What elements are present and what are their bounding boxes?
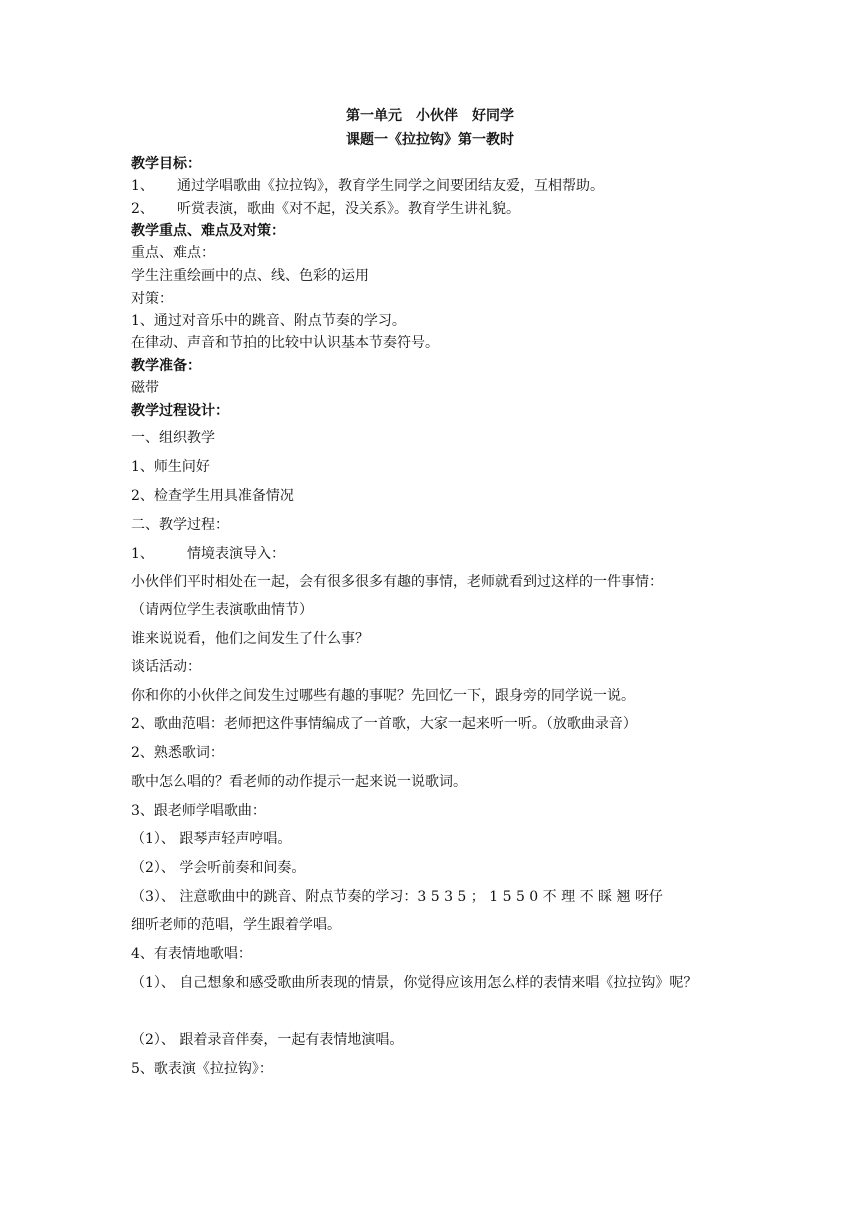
prep-heading: 教学准备： — [131, 358, 201, 374]
process-step1 — [131, 545, 285, 563]
goal-item-text: 听赏表演，歌曲《对不起，没关系》。教育学生讲礼貌。 — [177, 201, 520, 217]
learn-step-1: （1）、 跟琴声轻声哼唱。 — [131, 831, 292, 847]
strategy-label: 对策： — [131, 291, 173, 307]
talk-label: 谈话活动： — [131, 659, 201, 675]
prep-content: 磁带 — [131, 380, 159, 396]
express-step-2: （2）、 跟着录音伴奏，一起有表情地演唱。 — [131, 1032, 404, 1048]
step-number: 1、 — [131, 546, 154, 562]
process-performance: （请两位学生表演歌曲情节） — [131, 602, 313, 618]
process-teach: 二、教学过程： — [131, 517, 229, 533]
lyrics-content: 歌中怎么唱的？看老师的动作提示一起来说一说歌词。 — [131, 774, 467, 790]
process-heading: 教学过程设计： — [131, 403, 229, 419]
process-greet: 1、师生问好 — [131, 459, 210, 475]
learn-label: 3、跟老师学唱歌曲： — [131, 803, 266, 819]
goal-item-number: 1、 — [131, 178, 154, 194]
express-label: 4、有表情地歌唱： — [131, 946, 252, 962]
step-text: 情境表演导入： — [187, 546, 285, 562]
keypoints-content: 学生注重绘画中的点、线、色彩的运用 — [131, 268, 369, 284]
page-title: 第一单元 小伙伴 好同学 — [346, 108, 514, 124]
lesson-subtitle: 课题一《拉拉钩》第一教时 — [346, 132, 514, 148]
keypoints-heading: 教学重点、难点及对策： — [131, 223, 285, 239]
lyrics-label: 2、熟悉歌词： — [131, 745, 224, 761]
process-check: 2、检查学生用具准备情况 — [131, 488, 294, 504]
strategy-item-2: 在律动、声音和节拍的比较中认识基本节奏符号。 — [131, 335, 439, 351]
goal-item-text: 通过学唱歌曲《拉拉钩》，教育学生同学之间要团结友爱，互相帮助。 — [177, 178, 604, 194]
learn-step-3-continued: 细听老师的范唱，学生跟着学唱。 — [131, 917, 341, 933]
song-demo: 2、歌曲范唱：老师把这件事情编成了一首歌，大家一起来听一听。（放歌曲录音） — [131, 716, 637, 732]
process-intro: 小伙伴们平时相处在一起，会有很多很多有趣的事情，老师就看到过这样的一件事情： — [131, 574, 663, 590]
process-organize: 一、组织教学 — [131, 430, 215, 446]
goal-item-1 — [131, 177, 604, 195]
goal-item-2 — [131, 200, 520, 218]
goal-item-number: 2、 — [131, 201, 154, 217]
express-step-1: （1）、 自己想象和感受歌曲所表现的情景，你觉得应该用怎么样的表情来唱《拉拉钩》呢？ — [131, 975, 698, 991]
learn-step-3: （3）、 注意歌曲中的跳音、附点节奏的学习：3 5 3 5 ； 1 5 5 0 不 理 不 睬 翘 呀仔 — [131, 889, 663, 905]
keypoints-label: 重点、难点： — [131, 245, 215, 261]
talk-content: 你和你的小伙伴之间发生过哪些有趣的事呢？先回忆一下，跟身旁的同学说一说。 — [131, 688, 635, 704]
learn-step-2: （2）、 学会听前奏和间奏。 — [131, 860, 306, 876]
process-question: 谁来说说看，他们之间发生了什么事？ — [131, 631, 369, 647]
strategy-item-1: 1、通过对音乐中的跳音、附点节奏的学习。 — [131, 313, 406, 329]
goals-heading: 教学目标： — [131, 156, 201, 172]
song-performance: 5、歌表演《拉拉钩》： — [131, 1061, 273, 1077]
